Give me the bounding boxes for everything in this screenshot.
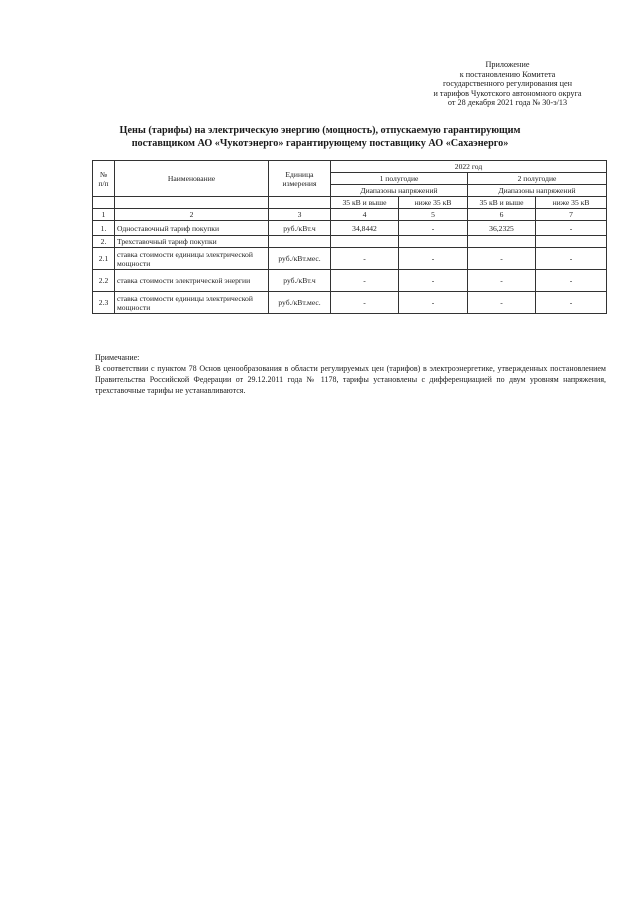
document-title <box>90 124 550 150</box>
header-empty-name <box>115 197 269 209</box>
table-row <box>93 221 607 236</box>
row-value: - <box>399 221 468 236</box>
row-unit: руб./кВт.ч <box>269 270 331 292</box>
row-value: - <box>331 292 399 314</box>
row-unit: руб./кВт.мес. <box>269 292 331 314</box>
appendix-line: к постановлению Комитета <box>459 69 556 79</box>
note-block <box>95 352 606 396</box>
header-num: № п/п <box>93 161 115 197</box>
row-value: - <box>536 248 607 270</box>
appendix-header <box>400 60 615 108</box>
row-name: ставка стоимости единицы электрической мощности <box>115 248 269 270</box>
col-number: 2 <box>115 209 269 221</box>
col-number: 5 <box>399 209 468 221</box>
row-value: - <box>468 292 536 314</box>
row-num: 2.2 <box>93 270 115 292</box>
appendix-line: и тарифов Чукотского автономного округа <box>433 88 582 98</box>
column-numbers-row <box>93 209 607 221</box>
table-row <box>93 236 607 248</box>
header-half-2: 2 полугодие <box>468 173 607 185</box>
table-row <box>93 292 607 314</box>
row-unit <box>269 236 331 248</box>
row-unit: руб./кВт.мес. <box>269 248 331 270</box>
row-value: - <box>399 270 468 292</box>
header-ranges-1: Диапазоны напряжений <box>331 185 468 197</box>
row-value <box>536 236 607 248</box>
row-value: - <box>468 248 536 270</box>
row-value: 36,2325 <box>468 221 536 236</box>
row-num: 2.3 <box>93 292 115 314</box>
row-value <box>399 236 468 248</box>
row-name: ставка стоимости единицы электрической мощности <box>115 292 269 314</box>
col-number: 4 <box>331 209 399 221</box>
header-voltage-high-2: 35 кВ и выше <box>468 197 536 209</box>
appendix-line: Приложение <box>485 60 530 69</box>
header-unit: Единица измерения <box>269 161 331 197</box>
header-voltage-low-1: ниже 35 кВ <box>399 197 468 209</box>
row-value <box>331 236 399 248</box>
row-value: - <box>468 270 536 292</box>
header-ranges-2: Диапазоны напряжений <box>468 185 607 197</box>
appendix-line: от 28 декабря 2021 года № 30-э/13 <box>447 98 568 108</box>
header-empty-num <box>93 197 115 209</box>
tariff-table <box>92 160 607 314</box>
header-empty-unit <box>269 197 331 209</box>
header-name: Наименование <box>115 161 269 197</box>
row-value: 34,8442 <box>331 221 399 236</box>
row-value: - <box>536 270 607 292</box>
row-value: - <box>536 221 607 236</box>
row-num: 2. <box>93 236 115 248</box>
row-value <box>468 236 536 248</box>
row-value: - <box>399 248 468 270</box>
table-row <box>93 248 607 270</box>
row-name: ставка стоимости электрической энергии <box>115 270 269 292</box>
row-name: Одноставочный тариф покупки <box>115 221 269 236</box>
row-unit: руб./кВт.ч <box>269 221 331 236</box>
col-number: 1 <box>93 209 115 221</box>
row-value: - <box>331 248 399 270</box>
col-number: 3 <box>269 209 331 221</box>
row-num: 2.1 <box>93 248 115 270</box>
row-value: - <box>399 292 468 314</box>
header-year: 2022 год <box>331 161 607 173</box>
appendix-line: государственного регулирования цен <box>442 79 573 89</box>
header-voltage-high-1: 35 кВ и выше <box>331 197 399 209</box>
title-line-1: Цены (тарифы) на электрическую энергию (мощность), отпускаемую гарантирующим <box>119 125 521 136</box>
col-number: 7 <box>536 209 607 221</box>
header-voltage-low-2: ниже 35 кВ <box>536 197 607 209</box>
title-line-2: поставщиком АО «Чукотэнерго» гарантирующему поставщику АО «Сахаэнерго» <box>131 138 509 149</box>
row-name: Трехставочный тариф покупки <box>115 236 269 248</box>
row-value: - <box>331 270 399 292</box>
row-num: 1. <box>93 221 115 236</box>
header-half-1: 1 полугодие <box>331 173 468 185</box>
row-value: - <box>536 292 607 314</box>
col-number: 6 <box>468 209 536 221</box>
note-title: Примечание: <box>95 353 140 362</box>
table-row <box>93 270 607 292</box>
note-text: В соответствии с пунктом 78 Основ ценообразования в области регулируемых цен (тарифов) в электроэнергетике, утвержденных постановлением Правительства Российской Федерации от 29.12.2011 года № 1178, тарифы установлены с дифференциацией по двум уровням напряжения, трехставочные тарифы не устанавливаются. <box>95 364 606 395</box>
